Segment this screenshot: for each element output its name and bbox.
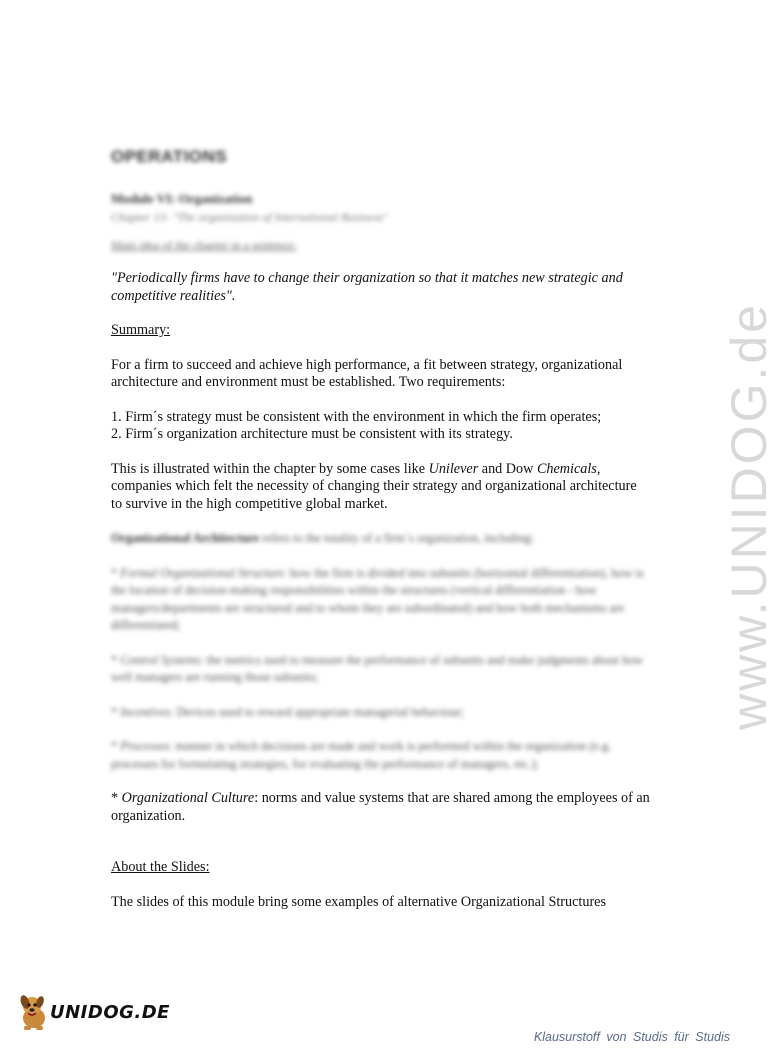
unilever-name: Unilever: [428, 460, 479, 477]
chapter-title: Chapter 13: "The organization of International Business": [111, 210, 388, 224]
blurred-section: [111, 530, 651, 773]
main-idea-label: Main idea of the chapter in a sentence:: [111, 237, 297, 252]
architecture-definition: [111, 530, 651, 548]
control-term: Control Systems: [120, 652, 201, 667]
item-culture: * Organizational Culture: norms and value systems that are shared among the employees of an organization.: [111, 790, 650, 824]
summary-intro: For a firm to succeed and achieve high performance, a fit between strategy, organizational architecture and environment must be established. Two requirements:: [111, 356, 623, 390]
requirement-1: 1. Firm´s strategy must be consistent with the environment in which the firm operates;: [111, 408, 602, 425]
structure-text: : how the firm is divided into subunits (horizontal differentiation), how is the location of decision-making responsibilities within the structures (vertical differentiation - how managers/departments are structured and to whom they are subordinated) and how both mechanisms are differentiated;: [111, 565, 644, 632]
architecture-text: refers to the totality of a firm´s organization, including:: [259, 531, 535, 545]
logo-text: UNIDOG.DE: [50, 1002, 170, 1023]
requirement-2: 2. Firm´s organization architecture must be consistent with its strategy.: [111, 426, 513, 442]
processes-text: : manner in which decisions are made and work is performed within the organization (e.g. processes for formulating strategies, for evaluating the performance of managers, etc.);: [111, 739, 612, 771]
item-structure: * Formal Organizational Structure: how the firm is divided into subunits (horizontal differentiation), how is the location of decision-making responsibilities within the structures (vertical differentiation - how managers/departments are structured and to whom they are subordinated) and how both mechanisms are differentiated;: [111, 565, 644, 632]
culture-text: : norms and value systems that are shared among the employees of an organization.: [111, 790, 650, 824]
unidog-logo: [16, 992, 170, 1032]
item-processes: * Processes: manner in which decisions are made and work is performed within the organization (e.g. processes for formulating strategies, for evaluating the performance of managers, etc.);: [111, 739, 612, 771]
watermark: www.UNIDOG.de: [721, 302, 777, 730]
module-title: Module VI: Organization: [111, 190, 253, 206]
incentives-text: : Devices used to reward appropriate managerial behaviour;: [170, 704, 465, 719]
slides-text: The slides of this module bring some examples of alternative Organizational Structures: [111, 893, 606, 910]
chemicals-name: Chemicals: [536, 460, 597, 477]
illustration-text-b: and Dow: [478, 460, 537, 477]
document-title: OPERATIONS: [111, 147, 228, 166]
culture-term: Organizational Culture: [121, 790, 255, 806]
footer-text: Klausurstoff von Studis für Studis: [533, 1030, 730, 1044]
illustration-text-c: , companies which felt the necessity of changing their strategy and organizational architecture to survive in the high competitive global market.: [111, 460, 637, 512]
item-control: * Control Systems: the metrics used to measure the performance of subunits and make judgments about how well managers are running those subunits;: [111, 652, 644, 684]
structure-term: Formal Organizational Structure: [120, 565, 284, 580]
incentives-term: Incentives: [120, 704, 171, 719]
main-idea-quote: "Periodically firms have to change their organization so that it matches new strategic and competitive realities".: [111, 270, 623, 304]
document-content: [111, 148, 651, 911]
item-incentives: * Incentives: Devices used to reward appropriate managerial behaviour;: [111, 704, 465, 719]
dog-mascot-icon: [16, 992, 52, 1032]
illustration-paragraph: [111, 461, 651, 514]
slides-label: About the Slides:: [111, 859, 210, 875]
blurred-header: [111, 148, 651, 254]
control-text: : the metrics used to measure the performance of subunits and make judgments about how well managers are running those subunits;: [111, 652, 644, 684]
illustration-text-a: This is illustrated within the chapter by some cases like: [111, 460, 429, 477]
architecture-term: Organizational Architecture: [111, 531, 260, 545]
summary-label: Summary:: [111, 322, 171, 338]
processes-term: Processes: [120, 739, 169, 753]
